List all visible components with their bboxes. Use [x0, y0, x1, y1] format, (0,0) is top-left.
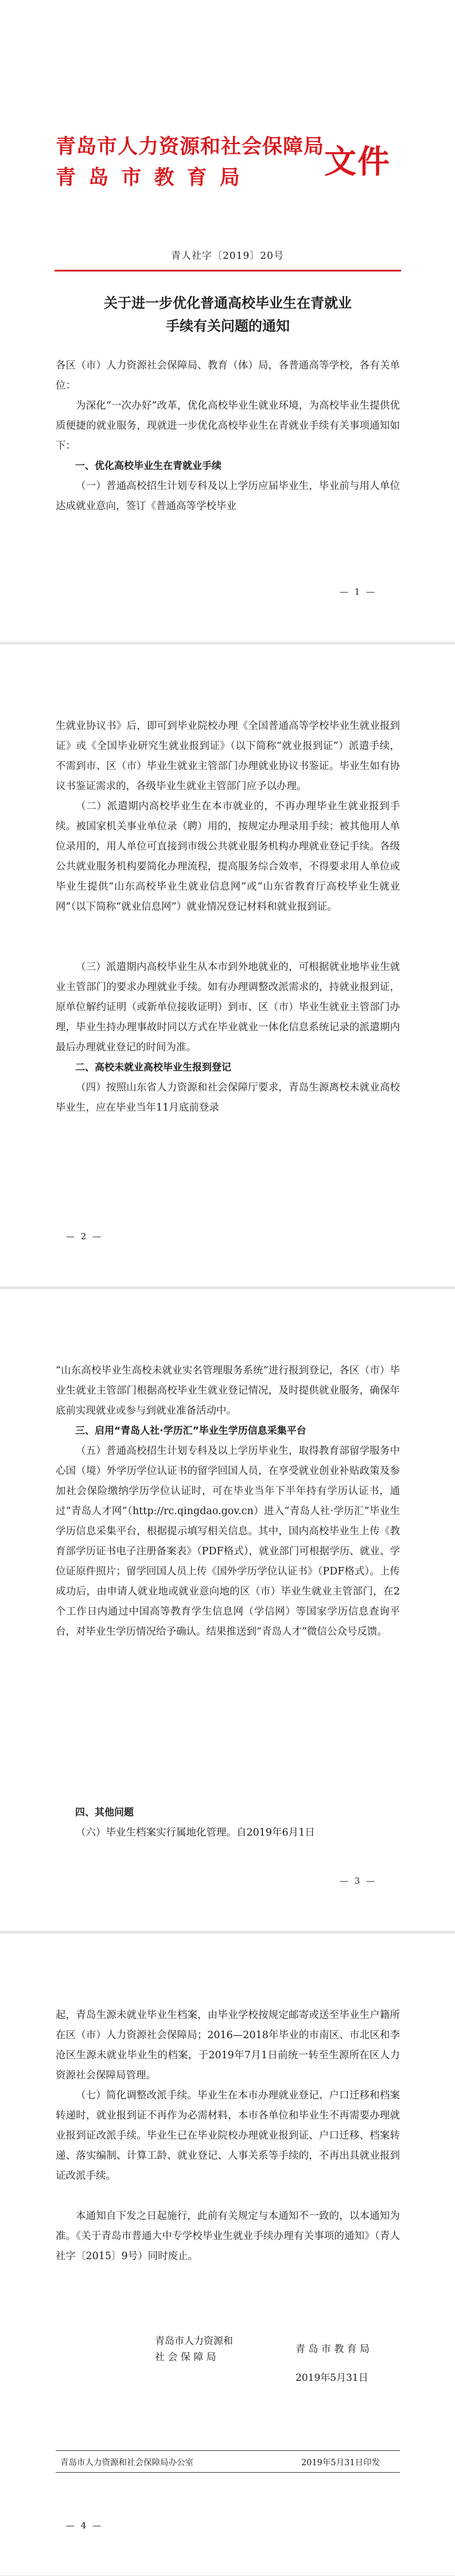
page-number: — 4 —	[66, 2520, 103, 2531]
item-7-paragraph: （七）简化调整改派手续。毕业生在本市办理就业登记、户口迁移和档案转递时，就业报到证不再作为必需材料，本市各单位和毕业生不再需要办理就业报到证改派手续。毕业生已在毕业院校办理就业报到证、户口迁移、档案转递、落实编制、计算工龄、就业登记、人事关系等手续的，不再出具就业报到证改派手续。	[56, 2090, 400, 2182]
page-number: — 3 —	[340, 1876, 377, 1886]
document-page-2	[0, 645, 455, 1286]
document-page-3	[0, 1289, 455, 1931]
item-4-continued-paragraph: “山东高校毕业生高校未就业实名管理服务系统”进行报到登记，各区（市）毕业生就业主管部门根据高校毕业生就业登记情况，及时提供就业服务，确保年底前实现就业或参与到就业准备活动中。	[56, 1365, 400, 1417]
signature-org-hrss-line-1: 青岛市人力资源和	[155, 2336, 233, 2347]
document-number: 青人社字〔2019〕20号	[171, 250, 284, 262]
signature-org-education: 青 岛 市 教 育 局	[295, 2344, 370, 2355]
issuer-name-hrss: 青岛市人力资源和社会保障局	[56, 135, 325, 158]
page-number: — 2 —	[66, 1231, 103, 1242]
section-3-heading: 三、启用“青岛人社·学历汇”毕业生学历信息采集平台	[75, 1425, 306, 1437]
document-title-line-1: 关于进一步优化普通高校毕业生在青就业	[104, 294, 352, 311]
footer-issuing-office: 青岛市人力资源和社会保障局办公室	[60, 2458, 193, 2468]
item-1-continued-paragraph: 生就业协议书》后，即可到毕业院校办理《全国普通高等学校毕业生就业报到证》或《全国毕业研究生就业报到证》（以下简称“就业报到证”）派遣手续，不需到市、区（市）毕业生就业主管部门办理就业协议书鉴证。毕业生如有协议书鉴证需求的，各级毕业生就业主管部门应予以办理。	[56, 720, 400, 792]
signature-org-hrss-line-2: 社 会 保 障 局	[155, 2352, 216, 2363]
document-page-1	[0, 0, 455, 642]
section-1-heading: 一、优化高校毕业生在青就业手续	[75, 460, 221, 472]
item-3-paragraph: （三）派遣期内高校毕业生从本市到外地就业的，可根据就业地毕业生就业主管部门的要求办理就业手续。如有办理调整改派需求的，持就业报到证，原单位解约证明（或新单位接收证明）到市、区（市）毕业生就业主管部门办理，毕业生持办理事故时同以方式在毕业就业一体化信息系统记录的派遣期内最后办理就业登记的时间为准。	[56, 961, 400, 1053]
document-title-line-2: 手续有关问题的通知	[166, 317, 290, 334]
section-4-heading: 四、其他问题	[75, 1807, 134, 1818]
footer-rule-top	[56, 2450, 400, 2451]
issuer-name-education: 青 岛 市 教 育 局	[56, 166, 243, 189]
document-word: 文件	[324, 143, 391, 181]
footer-rule-bottom	[56, 2472, 400, 2473]
signature-date: 2019年5月31日	[295, 2372, 368, 2384]
page-number: — 1 —	[340, 587, 377, 597]
item-5-paragraph: （五）普通高校招生计划专科及以上学历毕业生，取得教育部留学服务中心国（境）外学历学位认证书的留学回国人员，在享受就业创业补贴政策及参加社会保险缴纳学历学位认证时，可在毕业当年下半年持有学历认证书，通过“青岛人才网”（http://rc.qingdao.gov.cn）进入“青岛人社·学历汇”毕业生学历信息采集平台，根据提示填写相关信息。其中，国内高校毕业生上传《教育部学历证书电子注册备案表》（PDF格式），就业部门可根据学历、就业、学位证原件照片；留学回国人员上传《国外学历学位认证书》（PDF格式）。上传成功后，由申请人就业地或就业意向地的区（市）毕业生就业主管部门，在2个工作日内通过中国高等教育学生信息网（学信网）等国家学历信息查询平台，对毕业生学历情况给予确认。结果推送到“青岛人才”微信公众号反馈。	[56, 1445, 400, 1638]
intro-paragraph: 为深化“一次办好”改革，优化高校毕业生就业环境，为高校毕业生提供优质便捷的就业服务，现就进一步优化高校毕业生在青就业手续有关事项通知如下：	[56, 400, 400, 452]
document-page-4	[0, 1934, 455, 2575]
footer-print-date: 2019年5月31日印发	[301, 2458, 380, 2468]
addressee: 各区（市）人力资源社会保障局、教育（体）局，各普通高等学校，各有关单位：	[56, 360, 400, 391]
red-header-rule	[55, 270, 401, 271]
item-1-paragraph: （一）普通高校招生计划专科及以上学历应届毕业生，毕业前与用人单位达成就业意向，签订《普通高等学校毕业	[56, 480, 400, 512]
section-2-heading: 二、高校未就业高校毕业生报到登记	[75, 1062, 231, 1073]
item-6-paragraph: （六）毕业生档案实行属地化管理。自2019年6月1日	[76, 1827, 315, 1838]
item-6-continued-paragraph: 起，青岛生源未就业毕业生档案，由毕业学校按规定邮寄或送至毕业生户籍所在区（市）人力资源社会保障局；2016—2018年毕业的市南区、市北区和李沧区生源未就业毕业生的档案，于2019年7月1日前统一转至生源所在区人力资源社会保障局管理。	[56, 2009, 400, 2081]
item-4-paragraph: （四）按照山东省人力资源和社会保障厅要求，青岛生源离校未就业高校毕业生，应在毕业当年11月底前登录	[56, 1082, 400, 1114]
closing-paragraph: 本通知自下发之日起施行，此前有关规定与本通知不一致的，以本通知为准。《关于青岛市普通大中专学校毕业生就业手续办理有关事项的通知》（青人社字〔2015〕9号）同时废止。	[56, 2210, 400, 2262]
item-2-paragraph: （二）派遣期内高校毕业生在本市就业的，不再办理毕业生就业报到手续。被国家机关事业单位录（聘）用的，按规定办理录用手续；被其他用人单位录用的，用人单位可直接到市级公共就业服务机构办理就业登记手续。各级公共就业服务机构要简化办理流程，提高服务综合效率，不得要求用人单位或毕业生提供“山东高校毕业生就业信息网”或“山东省教育厅高校毕业生就业网”（以下简称“就业信息网”）就业情况登记材料和就业报到证。	[56, 801, 400, 913]
